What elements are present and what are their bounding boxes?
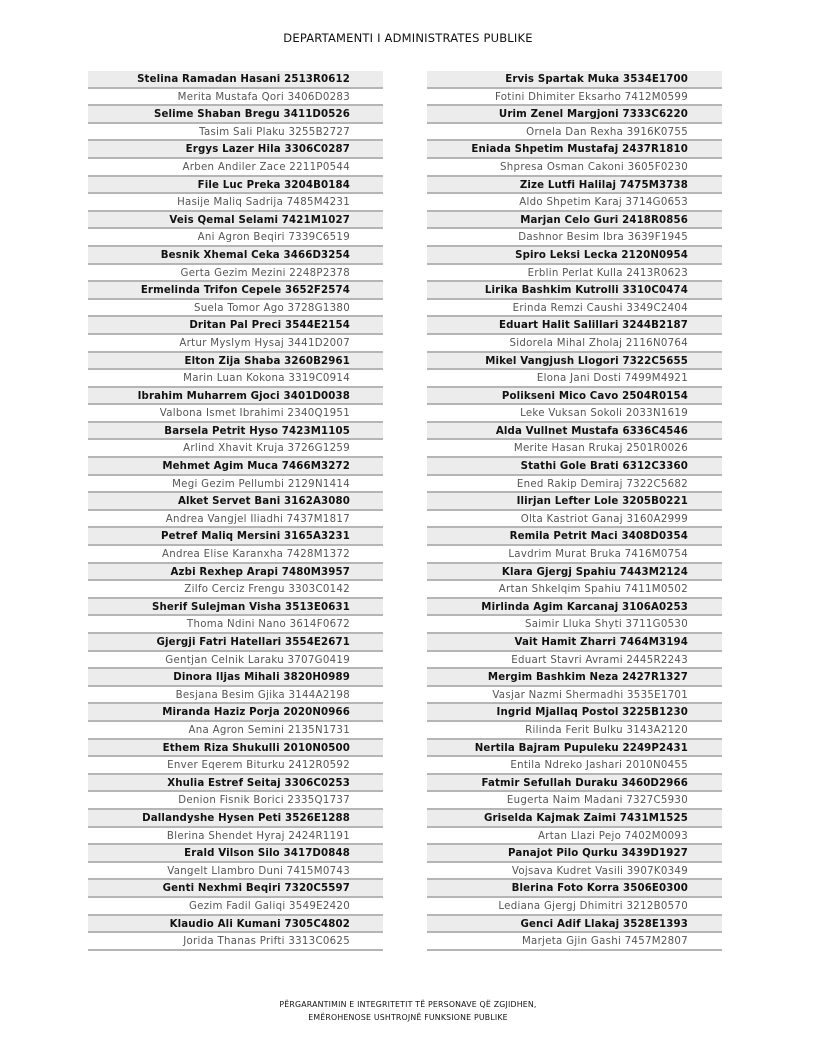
list-item: Marin Luan Kokona 3319C0914 xyxy=(88,370,383,388)
list-item: Ervis Spartak Muka 3534E1700 xyxy=(427,71,722,89)
list-item: Artur Myslym Hysaj 3441D2007 xyxy=(88,335,383,353)
list-item: Vait Hamit Zharri 7464M3194 xyxy=(427,634,722,652)
list-item: Petref Maliq Mersini 3165A3231 xyxy=(88,528,383,546)
list-item: Barsela Petrit Hyso 7423M1105 xyxy=(88,423,383,441)
list-item: Blerina Shendet Hyraj 2424R1191 xyxy=(88,828,383,846)
list-item: Eduart Stavri Avrami 2445R2243 xyxy=(427,652,722,670)
list-item: Hasije Maliq Sadrija 7485M4231 xyxy=(88,194,383,212)
list-item: Thoma Ndini Nano 3614F0672 xyxy=(88,616,383,634)
list-item: Eduart Halit Salillari 3244B2187 xyxy=(427,317,722,335)
list-item: Valbona Ismet Ibrahimi 2340Q1951 xyxy=(88,405,383,423)
list-item: Eniada Shpetim Mustafaj 2437R1810 xyxy=(427,141,722,159)
list-item: Klara Gjergj Spahiu 7443M2124 xyxy=(427,564,722,582)
list-item: Ethem Riza Shukulli 2010N0500 xyxy=(88,740,383,758)
list-item: Panajot Pilo Qurku 3439D1927 xyxy=(427,845,722,863)
list-item: Fatmir Sefullah Duraku 3460D2966 xyxy=(427,775,722,793)
list-item: Denion Fisnik Borici 2335Q1737 xyxy=(88,792,383,810)
list-item: Nertila Bajram Pupuleku 2249P2431 xyxy=(427,740,722,758)
list-item: Tasim Sali Plaku 3255B2727 xyxy=(88,124,383,142)
list-item: Stelina Ramadan Hasani 2513R0612 xyxy=(88,71,383,89)
right-name-column xyxy=(427,71,722,951)
list-item: Zilfo Cerciz Frengu 3303C0142 xyxy=(88,581,383,599)
footer-line-2: EMËROHENOSE USHTROJNË FUNKSIONE PUBLIKE xyxy=(308,1013,508,1022)
left-name-column xyxy=(88,71,383,951)
list-item: Vangelt Llambro Duni 7415M0743 xyxy=(88,863,383,881)
list-item: Ani Agron Beqiri 7339C6519 xyxy=(88,229,383,247)
list-item: Shpresa Osman Cakoni 3605F0230 xyxy=(427,159,722,177)
list-item: Mirlinda Agim Karcanaj 3106A0253 xyxy=(427,599,722,617)
list-item: Dinora Iljas Mihali 3820H0989 xyxy=(88,669,383,687)
list-item: Megi Gezim Pellumbi 2129N1414 xyxy=(88,476,383,494)
list-item: Merita Mustafa Qori 3406D0283 xyxy=(88,89,383,107)
list-item: Klaudio Ali Kumani 7305C4802 xyxy=(88,916,383,934)
list-item: Lavdrim Murat Bruka 7416M0754 xyxy=(427,546,722,564)
list-item: Mikel Vangjush Llogori 7322C5655 xyxy=(427,353,722,371)
list-item: Ilirjan Lefter Lole 3205B0221 xyxy=(427,493,722,511)
list-item: Sherif Sulejman Visha 3513E0631 xyxy=(88,599,383,617)
list-item: Erald Vilson Silo 3417D0848 xyxy=(88,845,383,863)
list-item: Erblin Perlat Kulla 2413R0623 xyxy=(427,265,722,283)
list-item: Elona Jani Dosti 7499M4921 xyxy=(427,370,722,388)
list-item: Zize Lutfi Halilaj 7475M3738 xyxy=(427,177,722,195)
list-item: Erinda Remzi Caushi 3349C2404 xyxy=(427,300,722,318)
list-item: Sidorela Mihal Zholaj 2116N0764 xyxy=(427,335,722,353)
list-item: Olta Kastriot Ganaj 3160A2999 xyxy=(427,511,722,529)
document-title: DEPARTAMENTI I ADMINISTRATES PUBLIKE xyxy=(283,31,533,45)
list-item: Jorida Thanas Prifti 3313C0625 xyxy=(88,933,383,951)
list-item: Marjan Celo Guri 2418R0856 xyxy=(427,212,722,230)
list-item: Dritan Pal Preci 3544E2154 xyxy=(88,317,383,335)
list-item: File Luc Preka 3204B0184 xyxy=(88,177,383,195)
list-item: Vojsava Kudret Vasili 3907K0349 xyxy=(427,863,722,881)
list-item: Arlind Xhavit Kruja 3726G1259 xyxy=(88,440,383,458)
list-item: Leke Vuksan Sokoli 2033N1619 xyxy=(427,405,722,423)
list-item: Gezim Fadil Galiqi 3549E2420 xyxy=(88,898,383,916)
list-item: Veis Qemal Selami 7421M1027 xyxy=(88,212,383,230)
list-item: Gentjan Celnik Laraku 3707G0419 xyxy=(88,652,383,670)
list-item: Rilinda Ferit Bulku 3143A2120 xyxy=(427,722,722,740)
list-item: Besnik Xhemal Ceka 3466D3254 xyxy=(88,247,383,265)
list-item: Elton Zija Shaba 3260B2961 xyxy=(88,353,383,371)
footer xyxy=(0,998,816,1024)
list-item: Andrea Elise Karanxha 7428M1372 xyxy=(88,546,383,564)
list-item: Alket Servet Bani 3162A3080 xyxy=(88,493,383,511)
list-item: Dashnor Besim Ibra 3639F1945 xyxy=(427,229,722,247)
list-item: Arben Andiler Zace 2211P0544 xyxy=(88,159,383,177)
list-item: Eugerta Naim Madani 7327C5930 xyxy=(427,792,722,810)
list-item: Remila Petrit Maci 3408D0354 xyxy=(427,528,722,546)
list-item: Gerta Gezim Mezini 2248P2378 xyxy=(88,265,383,283)
list-item: Spiro Leksi Lecka 2120N0954 xyxy=(427,247,722,265)
list-item: Griselda Kajmak Zaimi 7431M1525 xyxy=(427,810,722,828)
list-item: Enver Eqerem Biturku 2412R0592 xyxy=(88,757,383,775)
list-item: Selime Shaban Bregu 3411D0526 xyxy=(88,106,383,124)
list-item: Aldo Shpetim Karaj 3714G0653 xyxy=(427,194,722,212)
list-item: Artan Llazi Pejo 7402M0093 xyxy=(427,828,722,846)
list-item: Gjergji Fatri Hatellari 3554E2671 xyxy=(88,634,383,652)
list-item: Stathi Gole Brati 6312C3360 xyxy=(427,458,722,476)
list-item: Ermelinda Trifon Cepele 3652F2574 xyxy=(88,282,383,300)
footer-line-1: PËRGARANTIMIN E INTEGRITETIT TË PERSONAVE QË ZGJIDHEN, xyxy=(279,1000,537,1009)
list-item: Genci Adif Llakaj 3528E1393 xyxy=(427,916,722,934)
list-item: Xhulia Estref Seitaj 3306C0253 xyxy=(88,775,383,793)
list-item: Ornela Dan Rexha 3916K0755 xyxy=(427,124,722,142)
list-item: Vasjar Nazmi Shermadhi 3535E1701 xyxy=(427,687,722,705)
list-item: Blerina Foto Korra 3506E0300 xyxy=(427,880,722,898)
list-item: Fotini Dhimiter Eksarho 7412M0599 xyxy=(427,89,722,107)
list-item: Mergim Bashkim Neza 2427R1327 xyxy=(427,669,722,687)
list-item: Merite Hasan Rrukaj 2501R0026 xyxy=(427,440,722,458)
list-item: Marjeta Gjin Gashi 7457M2807 xyxy=(427,933,722,951)
list-item: Polikseni Mico Cavo 2504R0154 xyxy=(427,388,722,406)
list-item: Saimir Lluka Shyti 3711G0530 xyxy=(427,616,722,634)
list-item: Mehmet Agim Muca 7466M3272 xyxy=(88,458,383,476)
list-item: Ingrid Mjallaq Postol 3225B1230 xyxy=(427,704,722,722)
list-item: Suela Tomor Ago 3728G1380 xyxy=(88,300,383,318)
list-item: Lirika Bashkim Kutrolli 3310C0474 xyxy=(427,282,722,300)
list-item: Urim Zenel Margjoni 7333C6220 xyxy=(427,106,722,124)
list-item: Artan Shkelqim Spahiu 7411M0502 xyxy=(427,581,722,599)
list-item: Besjana Besim Gjika 3144A2198 xyxy=(88,687,383,705)
list-item: Dallandyshe Hysen Peti 3526E1288 xyxy=(88,810,383,828)
list-item: Miranda Haziz Porja 2020N0966 xyxy=(88,704,383,722)
list-item: Lediana Gjergj Dhimitri 3212B0570 xyxy=(427,898,722,916)
list-item: Ibrahim Muharrem Gjoci 3401D0038 xyxy=(88,388,383,406)
list-item: Entila Ndreko Jashari 2010N0455 xyxy=(427,757,722,775)
list-item: Alda Vullnet Mustafa 6336C4546 xyxy=(427,423,722,441)
list-item: Andrea Vangjel Iliadhi 7437M1817 xyxy=(88,511,383,529)
list-item: Ana Agron Semini 2135N1731 xyxy=(88,722,383,740)
list-item: Azbi Rexhep Arapi 7480M3957 xyxy=(88,564,383,582)
list-item: Genti Nexhmi Beqiri 7320C5597 xyxy=(88,880,383,898)
list-item: Ened Rakip Demiraj 7322C5682 xyxy=(427,476,722,494)
list-item: Ergys Lazer Hila 3306C0287 xyxy=(88,141,383,159)
